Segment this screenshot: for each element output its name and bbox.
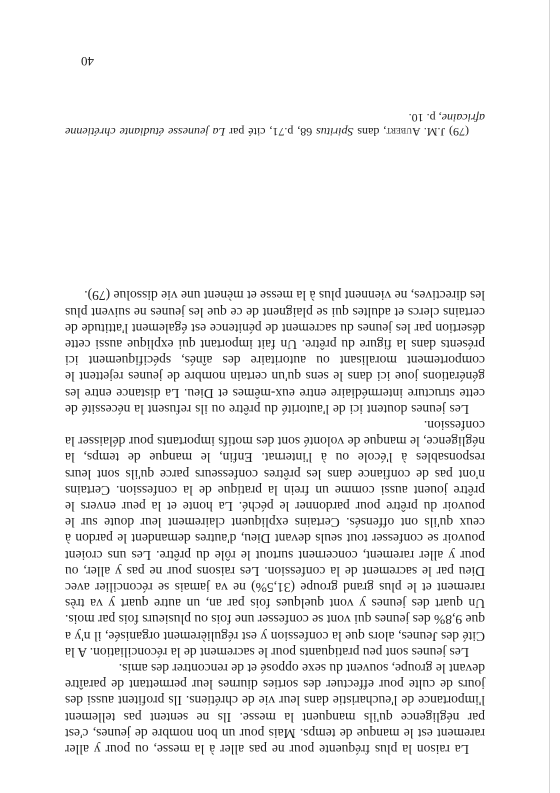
footnote-marker: (79) xyxy=(449,125,469,139)
paragraph-1: La raison la plus fréquente pour ne pas aller à la messe, ou pour y aller rarement est le manque de temps. Mais pour un bon nombre de jeunes, c'est par négligence qu'ils manquent la messe. Ils ne sentent pas tellement l'importance de l'eucharistie dans leur vie de chrétiens. Ils profitent aussi des jours de culte pour effectuer des sorties diurnes leur permettant de paraître devant le groupe, souvent du sexe opposé et de rencontrer des amis. xyxy=(65,660,485,757)
paragraph-3: Les jeunes doutent ici de l'autorité du prêtre ou ils refusent la nécessité de cette structure intermédiaire entre eux-mêmes et Dieu. La distance entre les générations joue ici dans le sens qu'un certain nombre de jeunes rejettent le comportement moralisant ou autoritaire des aînés, spécifiquement ici présents dans la figure du prêtre. Un fait important qui explique aussi cette désertion par les jeunes du sacrement de pénitence est également l'attitude de certains clercs et adultes qui se plaignent de ce que les jeunes ne suivent plus les directives, ne viennent plus à la messe et mènent une vie dissolue (79). xyxy=(65,288,485,417)
page-number: 40 xyxy=(81,54,94,69)
paragraph-2: Les jeunes sont peu pratiquants pour le sacrement de la réconciliation. A la Cité des Jeunes, alors que la confession y est régulièrement organisée, il n'y a que 9,8% des jeunes qui vont se confesser une fois ou plusieurs fois par mois. Un quart des jeunes y vont quelques fois par an, un autre quart y va très rarement et le plus grand groupe (31,5%) ne va jamais se réconcilier avec Dieu par le sacrement de la confession. Les raisons pour ne pas y aller, ou pour y aller rarement, concernent surtout le rôle du prêtre. Les uns croient pouvoir se confesser tout seuls devant Dieu, d'autres demandent le pardon à ceux qu'ils ont offensés. Certains expliquent clairement leur doute sur le pouvoir du prêtre pour pardonner le péché. La honte et la peur envers le prêtre jouent aussi comme un frein la pratique de la confession. Certains n'ont pas de confiance dans les prêtres confesseurs parce qu'ils sont leurs responsables à l'école ou à l'internat. Enfin, le manque de temps, la négligence, le manque de volonté sont des motifs importants pour délaisser la confession. xyxy=(65,417,485,660)
footnote-text xyxy=(65,111,485,139)
footnote-middle: 68, p.71, cité par xyxy=(229,125,313,139)
body-text xyxy=(65,287,485,757)
footnote-end: p. 10. xyxy=(408,111,436,125)
footnote-author: J.M. Aubert, xyxy=(383,125,446,139)
footnote-before-title: dans xyxy=(357,125,380,139)
footnote-title: Spiritus xyxy=(316,125,354,139)
footnote xyxy=(65,111,485,139)
footnote-source-title: La jeunesse étudiante chrétienne africaine, xyxy=(64,111,485,139)
